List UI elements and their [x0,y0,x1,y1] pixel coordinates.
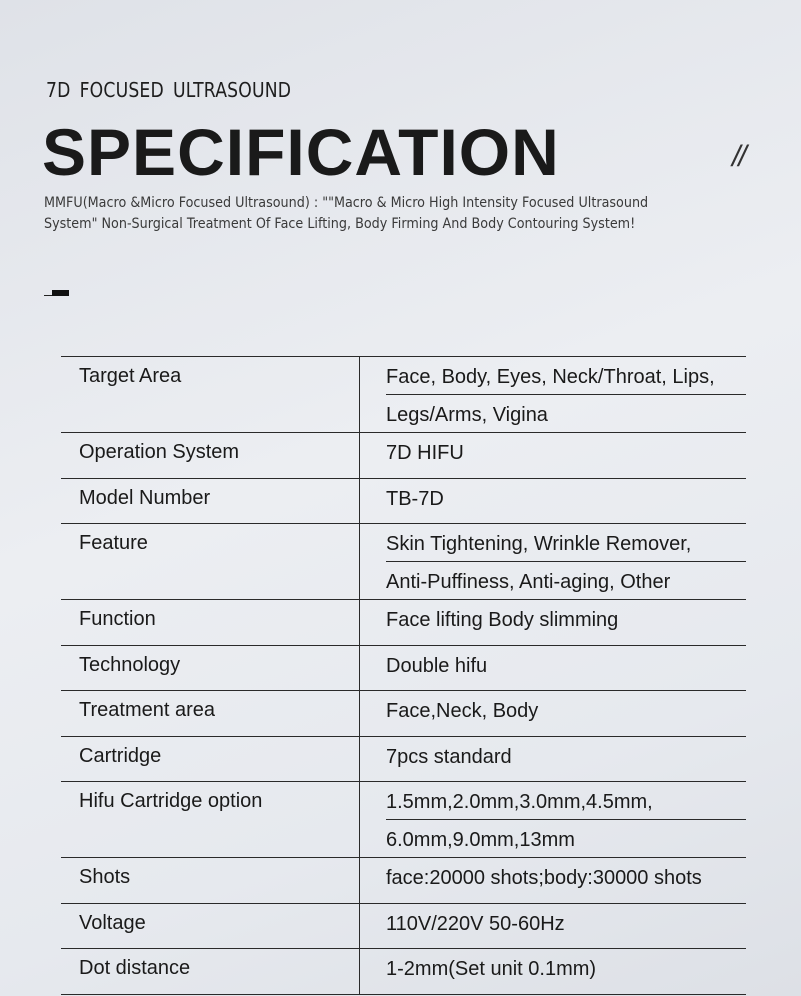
spec-value-line: 1-2mm(Set unit 0.1mm) [386,958,597,980]
spec-value-line: Double hifu [386,654,488,677]
table-row [61,357,746,433]
spec-value [360,782,747,858]
table-row [61,600,746,646]
description: MMFU(Macro &Micro Focused Ultrasound) : ""Macro & Micro High Intensity Focused Ultrasound System" Non-Surgical Treatment Of Face Lifting, Body Firming And Body Contouring System! [44,195,649,232]
table-row [61,524,746,600]
spec-value [360,524,747,600]
spec-table [61,356,746,995]
table-row [61,858,746,904]
spec-value [360,858,747,904]
spec-value-line: 7pcs standard [386,745,512,768]
spec-value [360,903,747,949]
table-row [61,645,746,691]
spec-value-line: Face,Neck, Body [386,700,539,722]
spec-value-line: face:20000 shots;body:30000 shots [386,867,702,889]
spec-value [360,691,747,737]
spec-label: Target Area [61,357,360,433]
spec-value-line: Skin Tightening, Wrinkle Remover, [386,524,746,562]
table-row [61,736,746,782]
spec-value-line: Face lifting Body slimming [386,609,619,631]
spec-label: Feature [61,524,360,600]
spec-value-line: TB-7D [386,487,444,510]
spec-value-line: 6.0mm,9.0mm,13mm [386,829,575,851]
spec-value [360,736,747,782]
page-title: SPECIFICATION [42,115,560,189]
table-row [61,782,746,858]
spec-value [360,600,747,646]
spec-value-line: Face, Body, Eyes, Neck/Throat, Lips, [386,357,746,395]
slash-decoration: // [732,140,745,173]
spec-value [360,433,747,479]
spec-label: Model Number [61,478,360,524]
spec-label: Dot distance [61,949,360,995]
table-row [61,903,746,949]
table-row [61,691,746,737]
spec-label: Treatment area [61,691,360,737]
spec-label: Operation System [61,433,360,479]
table-row [61,949,746,995]
spec-value-line: 1.5mm,2.0mm,3.0mm,4.5mm, [386,782,746,820]
dash-decoration [44,290,70,296]
spec-value [360,949,747,995]
spec-label: Hifu Cartridge option [61,782,360,858]
spec-value [360,357,747,433]
page-subtitle: 7D FOCUSED ULTRASOUND [46,78,292,102]
table-row [61,433,746,479]
spec-value-line: Legs/Arms, Vigina [386,404,548,426]
spec-label: Voltage [61,903,360,949]
spec-label: Cartridge [61,736,360,782]
spec-value [360,478,747,524]
spec-value [360,645,747,691]
spec-value-line: 7D HIFU [386,442,464,464]
spec-label: Technology [61,645,360,691]
spec-label: Function [61,600,360,646]
table-row [61,478,746,524]
spec-value-line: 110V/220V 50-60Hz [386,912,565,935]
spec-value-line: Anti-Puffiness, Anti-aging, Other [386,571,671,593]
spec-label: Shots [61,858,360,904]
